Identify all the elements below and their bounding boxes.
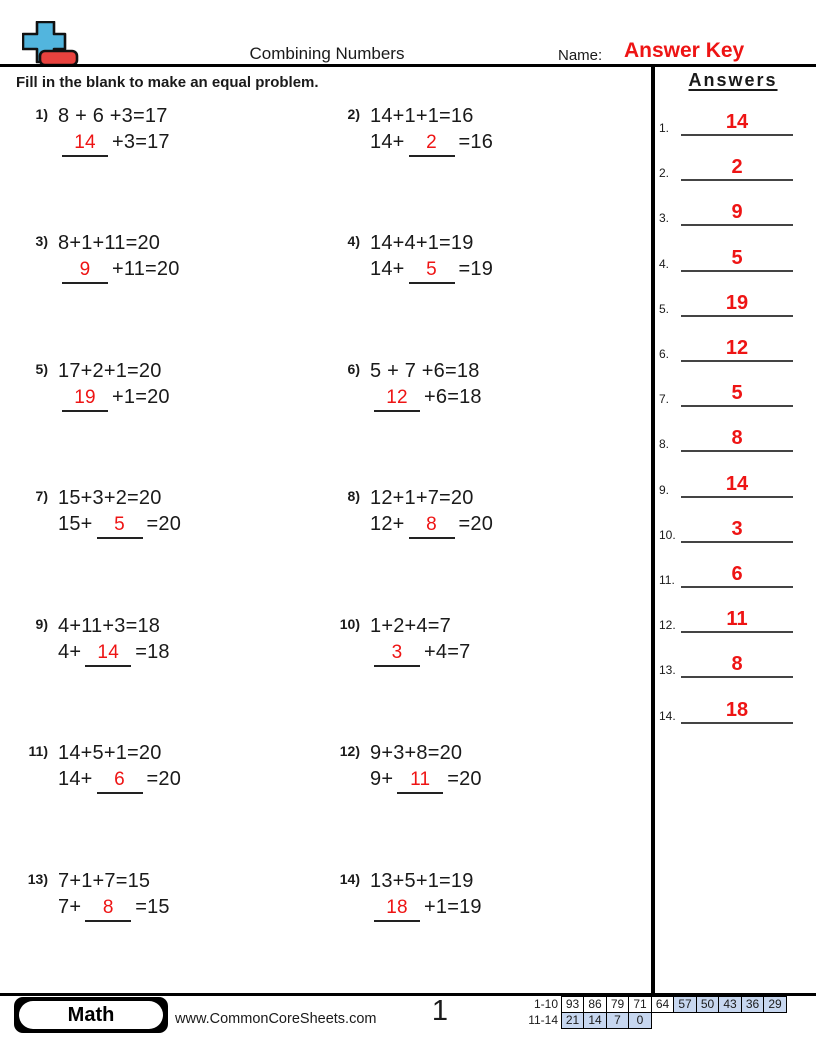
answer-blank (62, 257, 108, 284)
score-row-label: 1-10 (533, 997, 558, 1011)
answer-number: 2. (659, 166, 670, 180)
blank-answer-value: 19 (74, 387, 96, 408)
answer-line (681, 381, 793, 407)
problem-rewrite (58, 511, 181, 539)
blank-answer-value: 11 (410, 769, 431, 790)
answers-title: Answers (688, 70, 778, 90)
score-cell: 29 (763, 996, 787, 1013)
answer-line (681, 698, 793, 724)
answer-blank (85, 640, 131, 667)
answer-number: 6. (659, 347, 670, 361)
score-cell: 71 (628, 996, 652, 1013)
rewrite-prefix: 7+ (58, 896, 82, 918)
answer-blank (97, 767, 143, 794)
answer-line (681, 110, 793, 136)
problem-rewrite (58, 384, 170, 412)
problem-equation: 8 + 6 +3=17 (58, 105, 168, 127)
answer-line (681, 426, 793, 452)
answer-value: 19 (725, 292, 749, 314)
blank-answer-value: 5 (114, 514, 125, 535)
rewrite-suffix: +1=20 (112, 386, 170, 408)
problem-block (22, 358, 170, 412)
problem-rewrite (58, 639, 170, 667)
rewrite-prefix: 4+ (58, 641, 82, 663)
answer-item (655, 334, 807, 362)
answer-item (655, 244, 807, 272)
problem-equation: 8+1+11=20 (58, 232, 161, 254)
rewrite-suffix: =15 (135, 896, 170, 918)
problem-number: 13) (27, 871, 48, 887)
answer-blank (62, 130, 108, 157)
problem-block (22, 613, 170, 667)
problem-block (22, 740, 181, 794)
answer-value: 2 (731, 156, 743, 178)
site-url: www.CommonCoreSheets.com (175, 1011, 377, 1027)
answer-number: 3. (659, 211, 670, 225)
answer-item (655, 605, 807, 633)
score-table (526, 996, 787, 1029)
blank-answer-value: 8 (426, 514, 437, 535)
problem-equation: 1+2+4=7 (370, 615, 451, 637)
blank-answer-value: 5 (426, 259, 437, 280)
rewrite-suffix: =20 (146, 768, 182, 790)
problem-block (334, 740, 482, 794)
blank-answer-value: 14 (74, 132, 96, 153)
answer-line (681, 562, 793, 588)
answer-line (681, 652, 793, 678)
problem-equation: 17+2+1=20 (58, 360, 162, 382)
score-cell: 21 (561, 1012, 585, 1029)
problem-equation: 14+5+1=20 (58, 742, 162, 764)
answer-value: 9 (731, 201, 743, 223)
problem-equation: 14+1+1=16 (370, 105, 474, 127)
score-cell: 43 (718, 996, 742, 1013)
answer-blank (62, 385, 108, 412)
blank-answer-value: 2 (426, 132, 437, 153)
answer-blank (409, 130, 455, 157)
answer-line (681, 246, 793, 272)
answer-item (655, 515, 807, 543)
rewrite-suffix: =20 (447, 768, 482, 790)
answer-item (655, 289, 807, 317)
answer-item (655, 650, 807, 678)
problem-rewrite (58, 894, 170, 922)
answer-blank (374, 895, 420, 922)
answer-line (681, 336, 793, 362)
score-row (526, 996, 787, 1013)
problem-equation: 12+1+7=20 (370, 487, 474, 509)
blank-answer-value: 14 (97, 642, 119, 663)
rewrite-prefix: 14+ (370, 258, 405, 280)
blank-answer-value: 12 (386, 387, 408, 408)
subject-badge (14, 997, 168, 1033)
problem-rewrite (370, 766, 482, 794)
problem-number: 4) (347, 233, 360, 249)
rewrite-prefix: 15+ (58, 513, 93, 535)
rewrite-suffix: =20 (146, 513, 182, 535)
rewrite-prefix: 14+ (370, 131, 405, 153)
score-cell: 7 (606, 1012, 630, 1029)
answer-value: 12 (725, 337, 749, 359)
score-cell: 14 (583, 1012, 607, 1029)
problem-block (334, 868, 482, 922)
score-cell: 0 (628, 1012, 652, 1029)
answer-number: 8. (659, 437, 670, 451)
problem-number: 10) (339, 616, 360, 632)
problem-block (22, 485, 181, 539)
answer-item (655, 470, 807, 498)
problem-number: 9) (35, 616, 48, 632)
answer-number: 14. (659, 709, 676, 723)
problem-number: 11) (28, 743, 48, 759)
answer-line (681, 517, 793, 543)
blank-answer-value: 9 (79, 259, 91, 280)
answer-line (681, 200, 793, 226)
score-row-label: 11-14 (528, 1012, 558, 1027)
problem-rewrite (58, 129, 170, 157)
answer-blank (85, 895, 131, 922)
answer-number: 11. (659, 573, 675, 587)
problem-rewrite (370, 639, 470, 667)
name-label: Name: (558, 47, 603, 64)
rewrite-suffix: =16 (458, 131, 494, 153)
instruction-text: Fill in the blank to make an equal problem. (16, 74, 319, 91)
answer-blank (374, 640, 420, 667)
problem-block (334, 613, 470, 667)
answer-blank (397, 767, 443, 794)
problem-rewrite (370, 511, 493, 539)
answer-line (681, 291, 793, 317)
answer-item (655, 424, 807, 452)
problem-block (334, 103, 493, 157)
problem-block (334, 485, 493, 539)
problem-block (334, 230, 493, 284)
answer-item (655, 198, 807, 226)
score-cell: 86 (583, 996, 607, 1013)
problem-rewrite (370, 256, 493, 284)
problem-number: 2) (347, 106, 360, 122)
answer-item (655, 153, 807, 181)
answer-item (655, 379, 807, 407)
problem-equation: 14+4+1=19 (370, 232, 474, 254)
answer-key-text: Answer Key (624, 39, 745, 62)
header-rule (0, 64, 816, 67)
rewrite-prefix: 9+ (370, 768, 394, 790)
problem-equation: 4+11+3=18 (58, 615, 161, 637)
answer-number: 5. (659, 302, 670, 316)
score-cell: 50 (696, 996, 720, 1013)
problem-equation: 13+5+1=19 (370, 870, 474, 892)
problem-rewrite (370, 384, 482, 412)
problem-block (22, 230, 180, 284)
blank-answer-value: 8 (102, 897, 114, 918)
score-row (526, 1012, 787, 1029)
rewrite-suffix: =19 (458, 258, 494, 280)
answer-line (681, 607, 793, 633)
score-cell: 57 (673, 996, 697, 1013)
rewrite-suffix: +3=17 (112, 131, 170, 153)
answer-number: 1. (659, 121, 670, 135)
answer-number: 12. (659, 618, 676, 632)
problem-number: 8) (347, 488, 360, 504)
problem-number: 6) (347, 361, 360, 377)
score-cell: 64 (651, 996, 675, 1013)
answer-number: 9. (659, 483, 670, 497)
problem-number: 1) (35, 106, 48, 122)
answer-value: 8 (731, 427, 743, 449)
rewrite-suffix: +6=18 (424, 386, 482, 408)
problem-rewrite (58, 256, 180, 284)
problem-number: 7) (35, 488, 48, 504)
answer-number: 7. (659, 392, 670, 406)
rewrite-suffix: +1=19 (424, 896, 482, 918)
problem-number: 14) (339, 871, 360, 887)
answer-item (655, 108, 807, 136)
problem-block (334, 358, 482, 412)
rewrite-prefix: 12+ (370, 513, 405, 535)
problem-rewrite (370, 129, 493, 157)
problem-equation: 5 + 7 +6=18 (370, 360, 480, 382)
rewrite-suffix: =18 (135, 641, 170, 663)
answer-line (681, 155, 793, 181)
answer-value: 6 (731, 563, 743, 585)
rewrite-suffix: =20 (458, 513, 494, 535)
answer-item (655, 696, 807, 724)
answer-number: 13. (659, 663, 676, 677)
answer-blank (409, 512, 455, 539)
answer-blank (374, 385, 420, 412)
page-number: 1 (431, 995, 449, 1027)
page-title: Combining Numbers (249, 44, 405, 63)
problem-number: 5) (35, 361, 48, 377)
problem-block (22, 103, 170, 157)
answer-number: 4. (659, 257, 670, 271)
answer-value: 8 (731, 653, 743, 675)
rewrite-suffix: +4=7 (424, 641, 471, 663)
answer-blank (409, 257, 455, 284)
problem-equation: 9+3+8=20 (370, 742, 463, 764)
answer-value: 5 (731, 382, 743, 404)
problem-block (22, 868, 170, 922)
subject-badge-label: Math (19, 1001, 163, 1029)
problem-rewrite (370, 894, 482, 922)
blank-answer-value: 6 (114, 769, 125, 790)
problem-number: 3) (35, 233, 48, 249)
answer-value: 11 (726, 608, 748, 630)
problem-rewrite (58, 766, 181, 794)
answer-value: 3 (731, 518, 743, 540)
score-cell: 79 (606, 996, 630, 1013)
answer-value: 14 (725, 473, 749, 495)
answer-item (655, 560, 807, 588)
blank-answer-value: 3 (391, 642, 403, 663)
answer-value: 5 (731, 247, 743, 269)
answer-value: 18 (725, 699, 749, 721)
rewrite-suffix: +11=20 (112, 258, 180, 280)
answer-number: 10. (659, 528, 676, 542)
rewrite-prefix: 14+ (58, 768, 93, 790)
score-cell: 36 (741, 996, 765, 1013)
answer-value: 14 (725, 111, 749, 133)
blank-answer-value: 18 (386, 897, 408, 918)
problem-equation: 7+1+7=15 (58, 870, 151, 892)
problem-equation: 15+3+2=20 (58, 487, 162, 509)
score-cell: 93 (561, 996, 585, 1013)
problem-number: 12) (339, 743, 360, 759)
answer-blank (97, 512, 143, 539)
answer-line (681, 472, 793, 498)
